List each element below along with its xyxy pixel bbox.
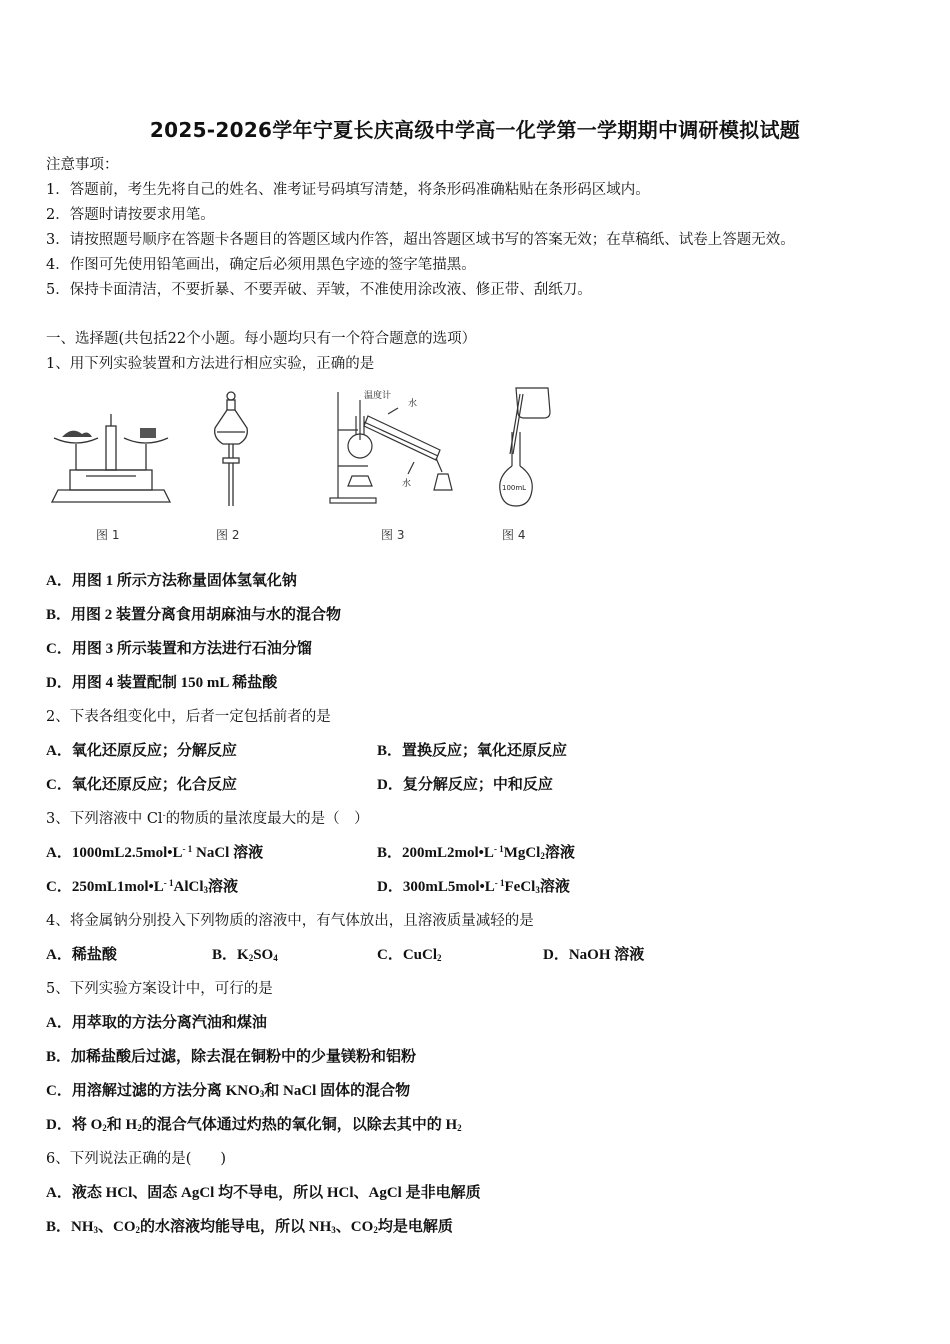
option-line: D．复分解反应；中和反应 [377,777,553,793]
notice-item: 2．答题时请按要求用笔。 [46,207,215,223]
distillation-figure [328,386,468,506]
option-line: A．用图 1 所示方法称量固体氢氧化钠 [46,573,297,589]
option-line: C．$250mL1mol•L^{- 1}AlCl_3$溶液 [46,878,239,895]
separatory-funnel-figure [211,388,251,512]
option-line: C．用溶解过滤的方法分离 $KNO_3$和 NaCl 固体的混合物 [46,1083,411,1099]
option-line: D．用图 4 装置配制 150 mL 稀盐酸 [46,675,278,691]
section-heading: 一、选择题(共包括22个小题。每小题均只有一个符合题意的选项） [46,331,477,347]
option-line: A．稀盐酸 [46,947,117,963]
option-line: B．$200mL2mol•L^{- 1}MgCl_2$溶液 [377,844,575,861]
option-line: D．将 $O_2$和 $H_2$的混合气体通过灼热的氧化铜，以除去其中的 $H_2$ [46,1117,462,1133]
balance-figure [46,404,176,509]
option-line: B．置换反应；氧化还原反应 [377,743,568,759]
apparatus-figures [46,384,586,544]
question-4-stem: 4、将金属钠分别投入下列物质的溶液中，有气体放出，且溶液质量减轻的是 [46,913,534,929]
page-title: 2025-2026学年宁夏长庆高级中学高一化学第一学期期中调研模拟试题 [149,118,801,142]
option-line: A．液态 HCl、固态 AgCl 均不导电，所以 HCl、AgCl 是非电解质 [46,1185,481,1201]
thermometer-label: 温度计 [364,391,392,401]
notice-item: 1．答题前，考生先将自己的姓名、准考证号码填写清楚，将条形码准确粘贴在条形码区域内。 [46,182,650,198]
option-line: C．用图 3 所示装置和方法进行石油分馏 [46,641,312,657]
water-in-label: 水 [408,399,418,409]
notice-item: 4．作图可先使用铅笔画出，确定后必须用黑色字迹的签字笔描黑。 [46,257,476,273]
option-line: A．$1000mL2.5mol•L^{- 1}$ NaCl 溶液 [46,844,264,861]
figure-label: 图 1 [96,528,120,542]
option-line: D．NaOH 溶液 [543,947,645,963]
option-line: A．用萃取的方法分离汽油和煤油 [46,1015,267,1031]
water-out-label: 水 [402,479,412,489]
volumetric-flask-figure [496,384,566,509]
option-line: C．CuCl$_2$ [377,947,442,963]
question-3-stem: 3、下列溶液中 Cl-的物质的量浓度最大的是（ ） [46,811,369,827]
question-1-stem: 1、用下列实验装置和方法进行相应实验，正确的是 [46,356,375,372]
question-6-stem: 6、下列说法正确的是( ) [46,1151,227,1167]
option-line: D．$300mL5mol•L^{- 1}FeCl_3$溶液 [377,878,570,895]
figure-label: 图 4 [502,528,526,542]
notice-item: 3．请按照题号顺序在答题卡各题目的答题区域内作答，超出答题区域书写的答案无效；在草稿纸、试卷上答题无效。 [46,232,795,248]
option-line: A．氧化还原反应；分解反应 [46,743,237,759]
figure-label: 图 2 [216,528,240,542]
option-line: B．$K_2SO_4$ [212,947,278,963]
flask-volume-label: 100mL [502,484,527,492]
option-line: C．氧化还原反应；化合反应 [46,777,237,793]
figure-label: 图 3 [381,528,405,542]
question-2-stem: 2、下表各组变化中，后者一定包括前者的是 [46,709,331,725]
option-line: B．加稀盐酸后过滤，除去混在铜粉中的少量镁粉和铝粉 [46,1049,417,1065]
notice-heading: 注意事项： [46,157,119,173]
option-line: B．$NH_3$、$CO_2$的水溶液均能导电，所以 $NH_3$、$CO_2$均是电解质 [46,1219,453,1235]
question-5-stem: 5、下列实验方案设计中，可行的是 [46,981,273,997]
notice-item: 5．保持卡面清洁，不要折暴、不要弄破、弄皱，不准使用涂改液、修正带、刮纸刀。 [46,282,592,298]
option-line: B．用图 2 装置分离食用胡麻油与水的混合物 [46,607,342,623]
